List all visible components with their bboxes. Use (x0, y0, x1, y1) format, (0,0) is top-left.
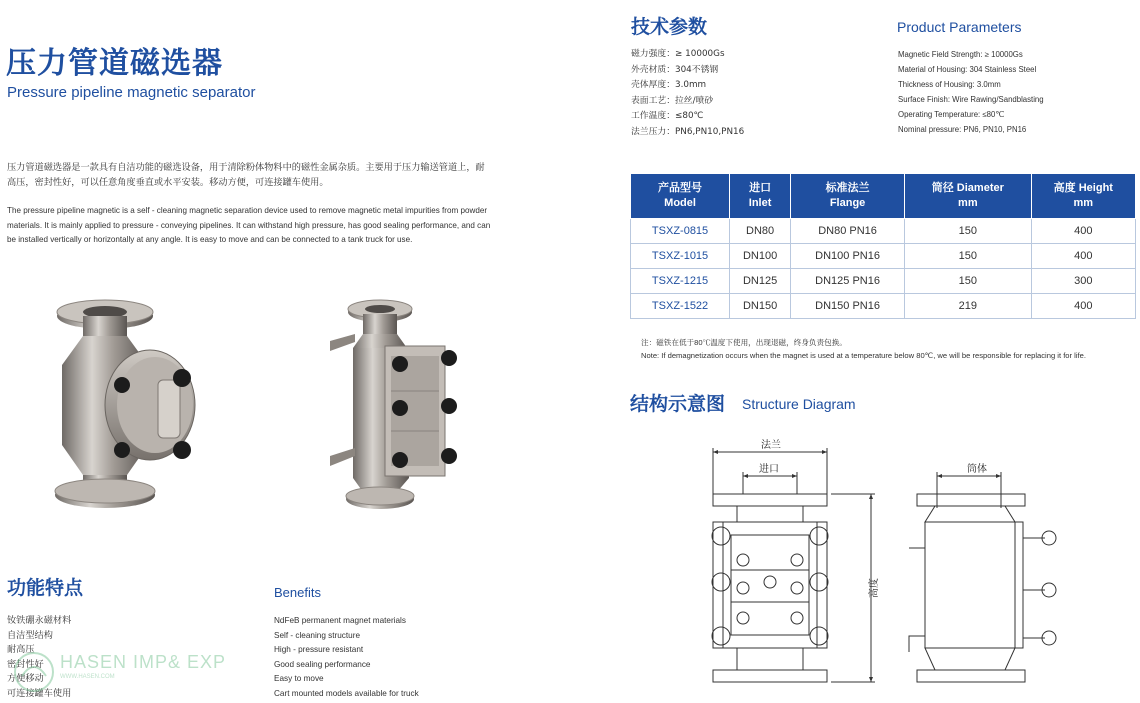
description-en (7, 204, 522, 248)
params-list-en (898, 48, 1044, 137)
header-model: 产品型号 Model (631, 174, 730, 219)
description-cn (7, 160, 522, 190)
params-list-cn (631, 47, 744, 140)
feature-item-en: Good sealing performance (274, 659, 371, 669)
param-item-cn: 法兰压力：PN6,PN10,PN16 (631, 126, 745, 137)
cell-inlet: DN100 (730, 244, 791, 269)
structure-diagram (685, 430, 1070, 695)
feature-item-en: Self - cleaning structure (274, 630, 361, 640)
description-cn-line: 高压，密封性好，可以任意角度垂直或水平安装。移动方便，可连接罐车使用。 (7, 177, 329, 188)
param-item-cn: 壳体厚度：3.0mm (631, 80, 707, 90)
note-cn: 注：磁铁在低于80℃温度下使用，出现退磁，终身负责包换。 (641, 338, 847, 347)
spec-table (630, 173, 1136, 319)
cell-diameter: 219 (905, 294, 1032, 319)
cell-inlet: DN80 (730, 219, 791, 244)
feature-item-cn: 耐高压 (7, 644, 35, 656)
table-row (631, 244, 1136, 269)
param-item-cn: 磁力强度：≥ 10000Gs (631, 49, 725, 59)
features-list-en (274, 614, 419, 702)
cell-height: 300 (1031, 269, 1135, 294)
description-en-line: be installed vertically or horizontally at any angle. It is easy to move and can be connected to a tank truck for use. (7, 235, 413, 244)
feature-item-cn: 自洁型结构 (7, 629, 53, 641)
product-image-round (50, 290, 220, 515)
cell-inlet: DN150 (730, 294, 791, 319)
feature-item-en: Easy to move (274, 674, 324, 684)
structure-title-en: Structure Diagram (742, 396, 856, 412)
watermark-text: HASEN IMP& EXP (60, 652, 227, 672)
cell-height: 400 (1031, 244, 1135, 269)
param-item-en: Material of Housing: 304 Stainless Steel (898, 64, 1037, 74)
label-flange: 法兰 (761, 440, 781, 451)
cell-model: TSXZ-0815 (631, 219, 730, 244)
watermark (12, 650, 227, 698)
cell-diameter: 150 (905, 244, 1032, 269)
cell-flange: DN80 PN16 (791, 219, 905, 244)
feature-item-cn: 可连接罐车使用 (7, 687, 72, 699)
cell-inlet: DN125 (730, 269, 791, 294)
cell-model: TSXZ-1015 (631, 244, 730, 269)
features-title-en: Benefits (274, 585, 321, 600)
table-row (631, 269, 1136, 294)
tech-title-cn: 技术参数 (631, 16, 708, 38)
param-item-en: Thickness of Housing: 3.0mm (898, 79, 1001, 89)
label-barrel: 筒体 (967, 464, 987, 475)
table-note (641, 337, 1086, 362)
param-item-en: Nominal pressure: PN6, PN10, PN16 (898, 124, 1027, 134)
cell-flange: DN150 PN16 (791, 294, 905, 319)
cell-flange: DN125 PN16 (791, 269, 905, 294)
table-row (631, 294, 1136, 319)
page-title: 压力管道磁选器 (6, 46, 223, 81)
label-height: 高度 (869, 578, 880, 598)
cell-diameter: 150 (905, 269, 1032, 294)
spec-table-header-row (631, 174, 1136, 219)
cell-diameter: 150 (905, 219, 1032, 244)
param-item-cn: 工作温度：≤80℃ (631, 111, 704, 121)
header-height: 高度 Height mm (1031, 174, 1135, 219)
structure-title-cn: 结构示意图 (630, 393, 726, 415)
feature-item-en: High - pressure resistant (274, 645, 364, 655)
cell-model: TSXZ-1215 (631, 269, 730, 294)
watermark-logo-icon (12, 650, 56, 694)
note-en: Note: If demagnetization occurs when the magnet is used at a temperature below 80℃, we will be responsible for replacing it for life. (641, 350, 1086, 360)
product-image-rect (325, 296, 465, 511)
param-item-en: Operating Temperature: ≤80℃ (898, 109, 1005, 119)
cell-height: 400 (1031, 219, 1135, 244)
header-inlet: 进口 Inlet (730, 174, 791, 219)
feature-item-en: Cart mounted models available for truck (274, 688, 419, 698)
cell-model: TSXZ-1522 (631, 294, 730, 319)
feature-item-cn: 钕铁硼永磁材料 (7, 615, 72, 626)
description-en-line: materials. It is mainly applied to pressure - conveying pipelines. It can withstand high pressure, has good sealing performance, and can (7, 220, 491, 230)
cell-height: 400 (1031, 294, 1135, 319)
feature-item-cn: 方便移动 (7, 673, 44, 685)
param-item-cn: 表面工艺：拉丝/喷砂 (631, 95, 714, 106)
param-item-en: Surface Finish: Wire Rawing/Sandblasting (898, 94, 1044, 104)
header-diameter: 筒径 Diameter mm (905, 174, 1032, 219)
header-flange: 标准法兰 Flange (791, 174, 905, 219)
tech-title-en: Product Parameters (897, 19, 1022, 35)
description-cn-line: 压力管道磁选器是一款具有自洁功能的磁选设备，用于清除粉体物料中的磁性金属杂质。主要用于压力输送管道上，耐 (7, 162, 485, 173)
feature-item-cn: 密封性好 (7, 658, 44, 670)
cell-flange: DN100 PN16 (791, 244, 905, 269)
feature-item-en: NdFeB permanent magnet materials (274, 616, 406, 625)
page-subtitle: Pressure pipeline magnetic separator (7, 84, 256, 101)
label-inlet: 进口 (759, 464, 779, 475)
param-item-en: Magnetic Field Strength: ≥ 10000Gs (898, 50, 1023, 59)
param-item-cn: 外壳材质：304不锈钢 (631, 64, 719, 75)
features-title-cn: 功能特点 (7, 577, 84, 599)
description-en-line: The pressure pipeline magnetic is a self - cleaning magnetic separation device used to remove magnetic metal impurities from powder (7, 206, 488, 215)
watermark-subtext: WWW.HASEN.COM (60, 674, 115, 680)
table-row (631, 219, 1136, 244)
